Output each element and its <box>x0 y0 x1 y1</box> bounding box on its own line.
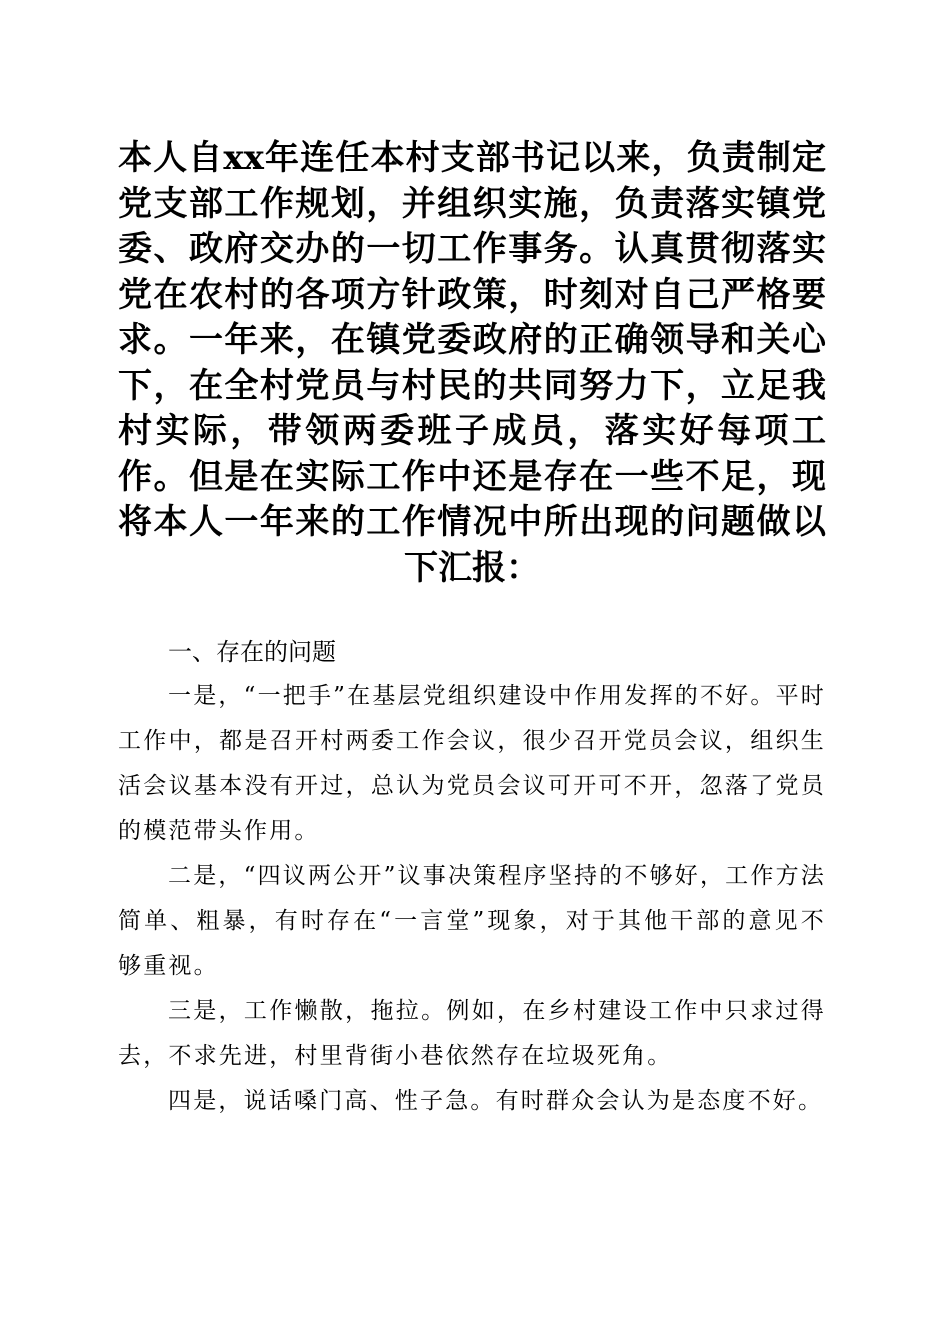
body-paragraph-1: 一是，“一把手”在基层党组织建设中作用发挥的不好。平时工作中，都是召开村两委工作会议，很少召开党员会议，组织生活会议基本没有开过，总认为党员会议可开可不开，忽落了党员的模范带头作用。 <box>118 683 826 844</box>
document-body <box>118 630 826 1124</box>
body-paragraph-3: 三是，工作懒散，拖拉。例如，在乡村建设工作中只求过得去，不求先进，村里背街小巷依然存在垃圾死角。 <box>118 998 826 1069</box>
body-paragraph-2: 二是，“四议两公开”议事决策程序坚持的不够好，工作方法简单、粗暴，有时存在“一言堂”现象，对于其他干部的意见不够重视。 <box>118 863 826 979</box>
section-heading: 一、存在的问题 <box>168 638 336 666</box>
intro-paragraph: 本人自xx年连任本村支部书记以来，负责制定党支部工作规划，并组织实施，负责落实镇党委、政府交办的一切工作事务。认真贯彻落实党在农村的各项方针政策，时刻对自己严格要求。一年来，在镇党委政府的正确领导和关心下，在全村党员与村民的共同努力下，立足我村实际，带领两委班子成员，落实好每项工作。但是在实际工作中还是存在一些不足，现将本人一年来的工作情况中所出现的问题做以下汇报： <box>118 138 826 588</box>
body-paragraph-4: 四是，说话嗓门高、性子急。有时群众会认为是态度不好。 <box>168 1088 824 1114</box>
